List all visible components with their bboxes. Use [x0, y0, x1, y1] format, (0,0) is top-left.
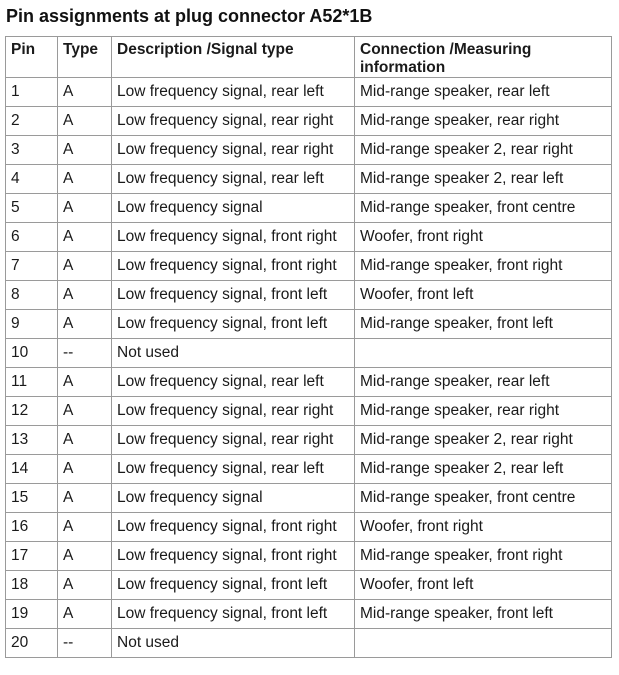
table-row — [6, 571, 612, 600]
table-body — [6, 78, 612, 658]
cell-pin: 13 — [6, 426, 58, 455]
cell-pin: 16 — [6, 513, 58, 542]
cell-connection: Mid-range speaker 2, rear right — [355, 136, 612, 165]
table-row — [6, 542, 612, 571]
cell-type: A — [58, 368, 112, 397]
cell-connection: Woofer, front left — [355, 281, 612, 310]
cell-connection — [355, 629, 612, 658]
table-row — [6, 600, 612, 629]
cell-connection: Mid-range speaker, rear right — [355, 107, 612, 136]
table-row — [6, 513, 612, 542]
cell-description: Low frequency signal, front right — [112, 513, 355, 542]
cell-type: A — [58, 310, 112, 339]
cell-connection: Mid-range speaker, rear left — [355, 368, 612, 397]
cell-type: A — [58, 484, 112, 513]
table-row — [6, 368, 612, 397]
cell-connection: Mid-range speaker 2, rear right — [355, 426, 612, 455]
cell-connection: Mid-range speaker, front right — [355, 542, 612, 571]
cell-description: Not used — [112, 629, 355, 658]
cell-description: Low frequency signal, rear left — [112, 455, 355, 484]
pin-assignment-table — [5, 36, 612, 658]
cell-pin: 10 — [6, 339, 58, 368]
cell-pin: 2 — [6, 107, 58, 136]
cell-description: Low frequency signal, rear right — [112, 107, 355, 136]
cell-connection: Mid-range speaker 2, rear left — [355, 455, 612, 484]
table-row — [6, 484, 612, 513]
cell-description: Low frequency signal, rear left — [112, 78, 355, 107]
cell-type: A — [58, 571, 112, 600]
column-header-connection: Connection /Measuring information — [355, 37, 612, 78]
cell-description: Not used — [112, 339, 355, 368]
cell-type: A — [58, 194, 112, 223]
cell-description: Low frequency signal, front right — [112, 542, 355, 571]
cell-connection: Mid-range speaker 2, rear left — [355, 165, 612, 194]
cell-pin: 1 — [6, 78, 58, 107]
cell-type: A — [58, 136, 112, 165]
cell-connection: Woofer, front right — [355, 223, 612, 252]
table-row — [6, 107, 612, 136]
table-row — [6, 252, 612, 281]
cell-pin: 18 — [6, 571, 58, 600]
cell-description: Low frequency signal, rear right — [112, 136, 355, 165]
cell-pin: 7 — [6, 252, 58, 281]
column-header-pin: Pin — [6, 37, 58, 78]
cell-pin: 15 — [6, 484, 58, 513]
cell-description: Low frequency signal, front right — [112, 223, 355, 252]
cell-pin: 14 — [6, 455, 58, 484]
cell-connection: Mid-range speaker, front left — [355, 600, 612, 629]
column-header-description: Description /Signal type — [112, 37, 355, 78]
cell-pin: 20 — [6, 629, 58, 658]
cell-pin: 11 — [6, 368, 58, 397]
cell-description: Low frequency signal, front right — [112, 252, 355, 281]
cell-pin: 8 — [6, 281, 58, 310]
table-row — [6, 310, 612, 339]
table-row — [6, 281, 612, 310]
header-row — [6, 37, 612, 78]
table-row — [6, 629, 612, 658]
table-header — [6, 37, 612, 78]
table-row — [6, 223, 612, 252]
cell-type: A — [58, 107, 112, 136]
cell-type: -- — [58, 339, 112, 368]
table-row — [6, 136, 612, 165]
cell-type: A — [58, 542, 112, 571]
cell-connection: Woofer, front left — [355, 571, 612, 600]
cell-type: A — [58, 600, 112, 629]
cell-pin: 4 — [6, 165, 58, 194]
page-title: Pin assignments at plug connector A52*1B — [6, 6, 373, 26]
cell-description: Low frequency signal — [112, 194, 355, 223]
cell-pin: 17 — [6, 542, 58, 571]
cell-description: Low frequency signal, rear right — [112, 397, 355, 426]
cell-pin: 12 — [6, 397, 58, 426]
cell-description: Low frequency signal — [112, 484, 355, 513]
table-row — [6, 339, 612, 368]
column-header-type: Type — [58, 37, 112, 78]
cell-type: A — [58, 165, 112, 194]
cell-type: A — [58, 513, 112, 542]
cell-type: A — [58, 78, 112, 107]
cell-connection: Mid-range speaker, front left — [355, 310, 612, 339]
table-row — [6, 194, 612, 223]
cell-type: A — [58, 252, 112, 281]
cell-connection: Mid-range speaker, rear left — [355, 78, 612, 107]
table-row — [6, 455, 612, 484]
table-row — [6, 165, 612, 194]
cell-connection — [355, 339, 612, 368]
cell-connection: Woofer, front right — [355, 513, 612, 542]
cell-pin: 6 — [6, 223, 58, 252]
cell-type: A — [58, 397, 112, 426]
cell-pin: 9 — [6, 310, 58, 339]
cell-description: Low frequency signal, front left — [112, 600, 355, 629]
cell-pin: 5 — [6, 194, 58, 223]
cell-pin: 3 — [6, 136, 58, 165]
cell-connection: Mid-range speaker, front right — [355, 252, 612, 281]
cell-type: A — [58, 455, 112, 484]
cell-type: -- — [58, 629, 112, 658]
table-row — [6, 426, 612, 455]
table-row — [6, 78, 612, 107]
cell-description: Low frequency signal, rear left — [112, 165, 355, 194]
cell-pin: 19 — [6, 600, 58, 629]
cell-description: Low frequency signal, front left — [112, 571, 355, 600]
cell-description: Low frequency signal, front left — [112, 310, 355, 339]
cell-connection: Mid-range speaker, front centre — [355, 194, 612, 223]
cell-type: A — [58, 281, 112, 310]
cell-connection: Mid-range speaker, rear right — [355, 397, 612, 426]
table-row — [6, 397, 612, 426]
cell-type: A — [58, 426, 112, 455]
cell-description: Low frequency signal, front left — [112, 281, 355, 310]
cell-description: Low frequency signal, rear left — [112, 368, 355, 397]
cell-connection: Mid-range speaker, front centre — [355, 484, 612, 513]
cell-description: Low frequency signal, rear right — [112, 426, 355, 455]
cell-type: A — [58, 223, 112, 252]
